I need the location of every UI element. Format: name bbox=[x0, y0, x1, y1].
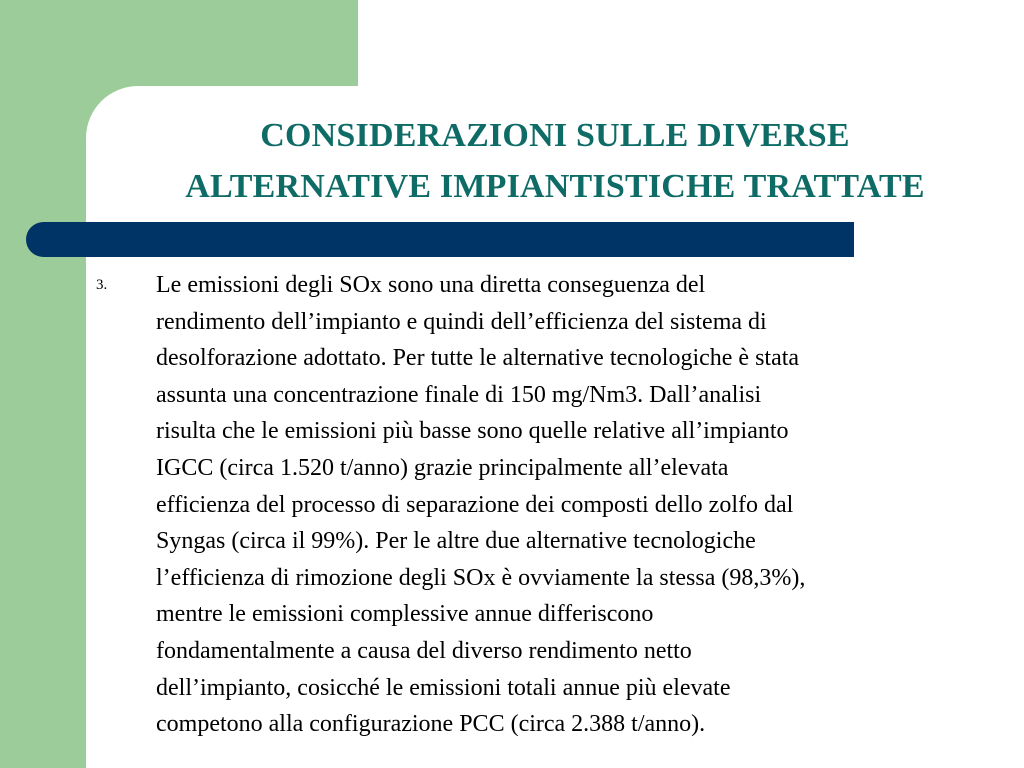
text-line: efficienza del processo di separazione dei composti dello zolfo dal bbox=[156, 491, 794, 518]
title-line-1: CONSIDERAZIONI SULLE DIVERSE bbox=[260, 117, 850, 154]
title-line-2: ALTERNATIVE IMPIANTISTICHE TRATTATE bbox=[185, 168, 925, 205]
text-line: dell’impianto, cosicché le emissioni totali annue più elevate bbox=[156, 674, 731, 701]
slide-title bbox=[86, 110, 1024, 212]
text-line: desolforazione adottato. Per tutte le alternative tecnologiche è stata bbox=[156, 345, 800, 372]
text-line: l’efficienza di rimozione degli SOx è ovviamente la stessa (98,3%), bbox=[156, 564, 806, 591]
body-list bbox=[96, 267, 1014, 743]
list-item-text bbox=[156, 267, 1014, 743]
text-line: rendimento dell’impianto e quindi dell’efficienza del sistema di bbox=[156, 308, 767, 335]
text-line: assunta una concentrazione finale di 150 mg/Nm3. Dall’analisi bbox=[156, 381, 762, 408]
list-item bbox=[96, 267, 1014, 743]
text-line: Le emissioni degli SOx sono una diretta conseguenza del bbox=[156, 272, 706, 298]
text-line: fondamentalmente a causa del diverso rendimento netto bbox=[156, 637, 692, 664]
text-line: mentre le emissioni complessive annue differiscono bbox=[156, 601, 654, 628]
text-line: risulta che le emissioni più basse sono quelle relative all’impianto bbox=[156, 418, 789, 445]
text-line: IGCC (circa 1.520 t/anno) grazie principalmente all’elevata bbox=[156, 454, 729, 481]
text-line: Syngas (circa il 99%). Per le altre due alternative tecnologiche bbox=[156, 528, 756, 555]
title-underline-bar bbox=[26, 222, 854, 257]
list-item-number: 3. bbox=[96, 277, 108, 293]
text-line: competono alla configurazione PCC (circa 2.388 t/anno). bbox=[156, 711, 706, 738]
